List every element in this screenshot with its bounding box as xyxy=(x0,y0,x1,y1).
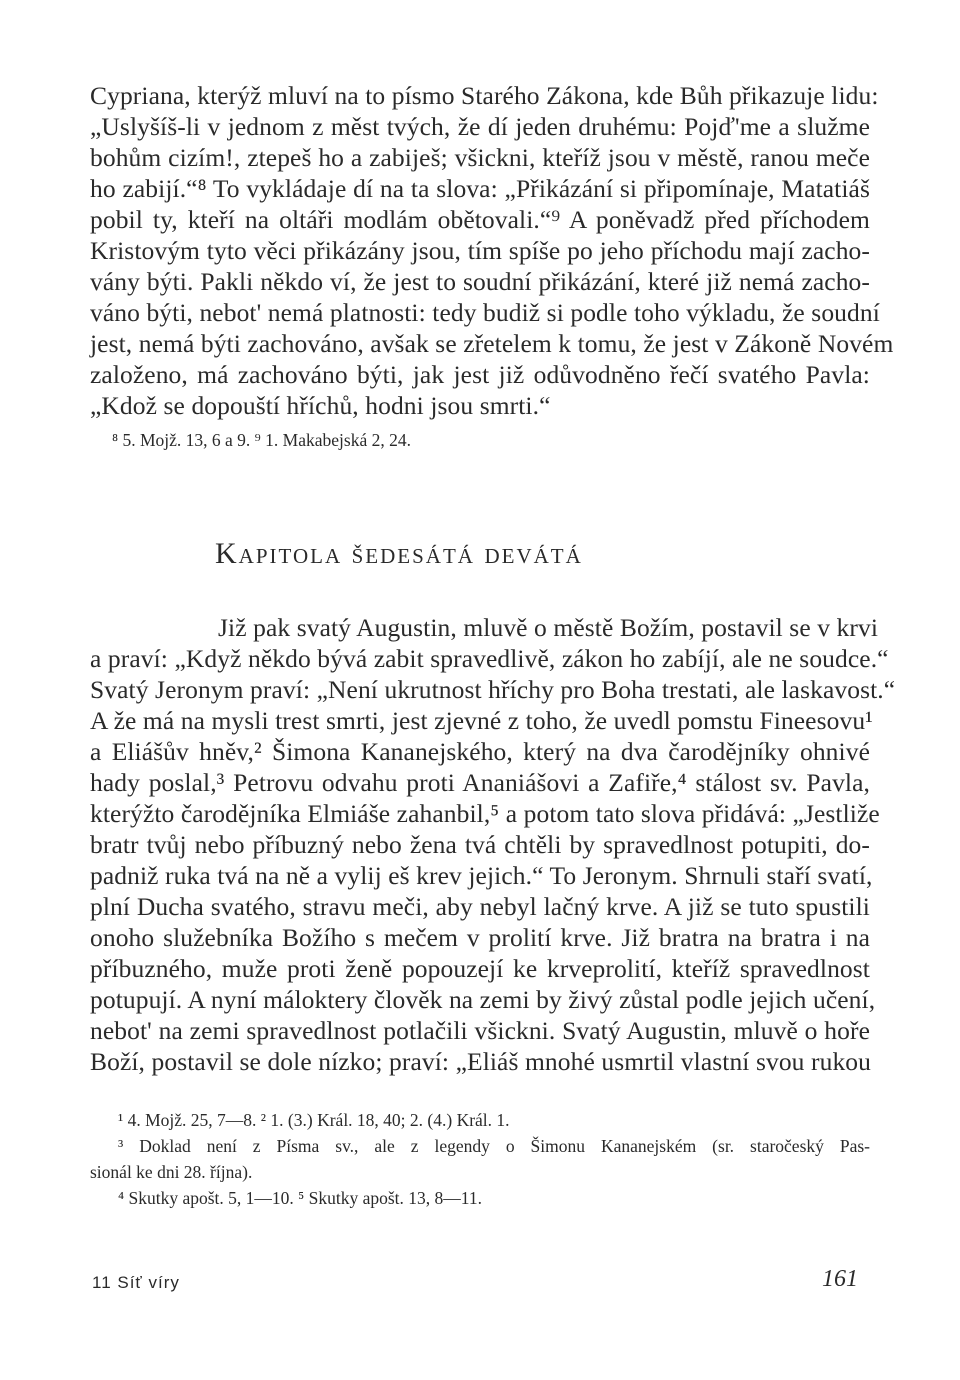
text-line: Cypriana, kterýž mluví na to písmo Starého Zákona, kde Bůh přikazuje lidu: xyxy=(90,81,879,110)
top-footnote: ⁸ 5. Mojž. 13, 6 a 9. ⁹ 1. Makabejská 2, 24. xyxy=(112,430,411,450)
text-line: váno býti, nebot' nemá platnosti: tedy budiž si podle toho výkladu, že soudní xyxy=(90,298,880,327)
footnote: ¹ 4. Mojž. 25, 7—8. ² 1. (3.) Král. 18, 40; 2. (4.) Král. 1. xyxy=(118,1110,510,1130)
text-line: kterýžto čarodějníka Elmiáše zahanbil,⁵ a potom tato slova přidává: „Jestliže xyxy=(90,799,880,828)
page-number: 161 xyxy=(822,1266,858,1292)
text-line: pobil ty, kteří na oltáři modlám obětovali.“⁹ A poněvadž před příchodem xyxy=(90,205,870,234)
chapter-title: Kapitola šedesátá devátá xyxy=(215,537,583,570)
text-line: a Eliášův hněv,² Šimona Kananejského, který na dva čarodějníky ohnivé xyxy=(90,737,870,766)
text-line: A že má na mysli trest smrti, jest zjevné z toho, že uvedl pomstu Fineesovu¹ xyxy=(90,706,873,735)
text-line: a praví: „Když někdo bývá zabit spravedlivě, zákon ho zabíjí, ale ne soudce.“ xyxy=(90,644,889,673)
text-line: příbuzného, muže proti ženě popouzejí ke krveprolití, kteříž spravedlnost xyxy=(90,954,870,983)
text-line: Již pak svatý Augustin, mluvě o městě Božím, postavil se v krvi xyxy=(218,613,879,642)
text-line: ho zabijí.“⁸ To vykládaje dí na ta slova: „Přikázání si připomínaje, Matatiáš xyxy=(90,174,870,203)
text-line: Svatý Jeronym praví: „Není ukrutnost hříchy pro Boha trestati, ale laskavost.“ xyxy=(90,675,896,704)
text-line: potupují. A nyní máloktery člověk na zemi by živý zůstal podle jejich učení, xyxy=(90,985,876,1014)
text-line: bratr tvůj nebo příbuzný nebo žena tvá chtěli by spravedlnost potupiti, do- xyxy=(90,830,870,859)
text-line: „Uslyšíš-li v jednom z měst tvých, že dí jeden druhému: Pojď'me a služme xyxy=(90,112,870,141)
text-line: padniž ruka tvá na ně a vylij eš krev jejich.“ To Jeronym. Shrnuli staří svatí, xyxy=(90,861,873,890)
text-line: jest, nemá býti zachováno, avšak se zřetelem k tomu, že jest v Zákoně Novém xyxy=(90,329,894,358)
text-line: založeno, má zachováno býti, jak jest již odůvodněno řečí svatého Pavla: xyxy=(90,360,870,389)
text-line: „Kdož se dopouští hříchů, hodni jsou smrti.“ xyxy=(90,391,551,420)
text-line: Kristovým tyto věci přikázány jsou, tím spíše po jeho příchodu mají zacho- xyxy=(90,236,870,265)
footnote: ⁴ Skutky apošt. 5, 1—10. ⁵ Skutky apošt. 13, 8—11. xyxy=(118,1188,482,1208)
text-line: onoho služebníka Božího s mečem v prolití krve. Již bratra na bratra i na xyxy=(90,923,870,952)
text-line: bohům cizím!, ztepeš ho a zabiješ; všickni, kteříž jsou v městě, ranou meče xyxy=(90,143,870,172)
text-line: Boží, postavil se dole nízko; praví: „Eliáš mnohé usmrtil vlastní svou rukou xyxy=(90,1047,871,1076)
text-line: hady poslal,³ Petrovu odvahu proti Ananiášovi a Zafiře,⁴ stálost sv. Pavla, xyxy=(90,768,870,797)
text-line: plní Ducha svatého, stravu meči, aby nebyl lačný krve. A již se tuto spustili xyxy=(90,892,870,921)
footnote: ³ Doklad není z Písma sv., ale z legendy o Šimonu Kananejském (sr. staročeský Pas- xyxy=(118,1136,870,1156)
footnote: sionál ke dni 28. října). xyxy=(90,1162,253,1182)
text-line: nebot' na zemi spravedlnost potlačili všickni. Svatý Augustin, mluvě o hoře xyxy=(90,1016,870,1045)
signature-mark: 11 Síť víry xyxy=(92,1273,180,1292)
text-line: vány býti. Pakli někdo ví, že jest to soudní přikázání, které již nemá zacho- xyxy=(90,267,870,296)
